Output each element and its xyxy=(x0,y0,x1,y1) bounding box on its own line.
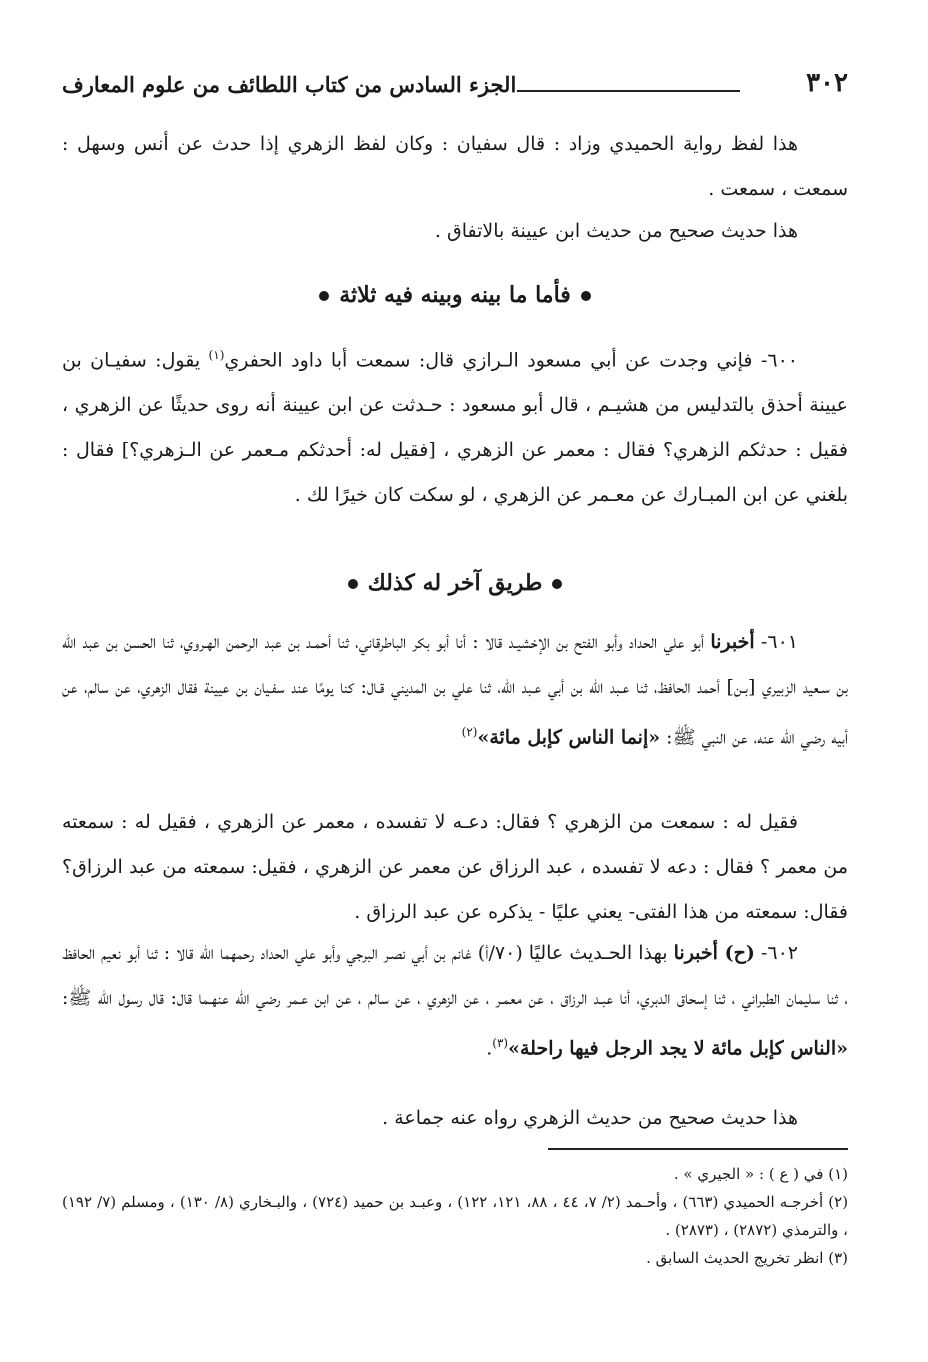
footnote-ref-3: (٣) xyxy=(492,1036,509,1050)
bullet-icon xyxy=(319,291,329,301)
hadith-601-text: أبو علي الحداد وأبو الفتح بن الإخشيـد قالا : أنا أبو بكر الباطرقاني، ثنا أحمـد بن عبد الرحمن الهـروي، ثنا الحسن بن عبد الله بن سـعيد الزبيري [بـن] أحمد الحافظ، ثنا عـبد الله بن أبي عـبد الله، ثنا علي بن المديني قـال: كنا يومًا عند سفـيان بن عيينة فقال الزهري، عن سالم، عن أبيه رضي الله عنه، عن النبي ﷺ: xyxy=(62,631,848,749)
hadith-601 xyxy=(62,620,848,760)
hadith-601-number: ٦٠١- xyxy=(760,631,799,653)
section-heading-text: فأما ما بينه وبينه فيه ثلاثة xyxy=(339,282,571,308)
footnote-ref-1: (١) xyxy=(208,348,225,362)
hadith-602-quote: «الناس كإبل مائة لا يجد الرجل فيها راحلة» xyxy=(508,1037,848,1060)
bullet-icon xyxy=(581,291,591,301)
hadith-602 xyxy=(62,931,848,1071)
running-title: الجزء السادس من كتاب اللطائف من علوم المعارف xyxy=(62,72,517,97)
footnotes xyxy=(62,1160,848,1272)
paragraph-sahih-ibn-uyayna: هذا حديث صحيح من حديث ابن عيينة بالاتفاق . xyxy=(434,220,798,242)
paragraph-final: هذا حديث صحيح من حديث الزهري رواه عنه جماعة . xyxy=(382,1107,798,1129)
running-header xyxy=(62,68,848,108)
hadith-600-rest: يقول: سفيـان بن عيينة أحذق بالتدليس من هشيـم ، قال أبو مسعود : حـدثت عن ابن عيينة أنه روى حديثًا عن الزهري ، فقيل : حدثكم الزهري؟ فقال : معمر عن الزهري ، [فقيل له: أحدثكم مـعمر عن الـزهري؟] فقال : بلغني عن ابن المبـارك عن معـمر عن الزهري ، لو سكت كان خيرًا لك . xyxy=(62,349,848,507)
section-heading-text: طريق آخر له كذلك xyxy=(367,570,543,596)
hadith-601-quote: «إنما الناس كإبل مائة» xyxy=(477,726,661,749)
bullet-icon xyxy=(552,579,562,589)
footnote-ref-2: (٢) xyxy=(461,725,478,739)
hadith-602-lead: (ح) أخبرنا xyxy=(673,942,755,964)
hadith-602-number: ٦٠٢- xyxy=(760,942,798,964)
footnote-rule xyxy=(548,1148,848,1150)
hadith-600-text: ٦٠٠- فإني وجدت عن أبي مسعود الـرازي قال: سمعت أبا داود الحفري xyxy=(224,349,798,372)
bullet-icon xyxy=(348,579,358,589)
section-heading-thalatha xyxy=(62,282,848,308)
section-heading-tariq xyxy=(62,570,848,596)
hadith-600 xyxy=(62,333,848,518)
hadith-601-discussion: فقيل له : سمعت من الزهري ؟ فقال: دعـه لا تفسده ، معمر عن الزهري ، فقيل له : سمعته من معمر ؟ فقال : دعه لا تفسده ، عبد الرزاق عن معمر عن الزهري ، فقيل: سمعته من عبد الرزاق؟ فقال: سمعته من هذا الفتى- يعني عليًا - يذكره عن عبد الرزاق . xyxy=(62,811,848,923)
hadith-602-text: بهذا الحـديث عاليًا (٧٠/أ) غانم بن أبي نصـر البرجي وأبو علي الحداد رحمهما الله قالا : ثنا أبو نعيم الحافظ ، ثنا سليمان الطبراني ، ثنا إسحاق الدبري، أنا عبـد الرزاق ، عن معمـر ، عن الزهري ، عن سالم ، عن ابن عـمر رضي الله عنهـما قال: قال رسول الله ﷺ: xyxy=(62,942,848,1009)
hadith-601-lead: أخبرنا xyxy=(710,631,755,653)
header-rule xyxy=(517,90,740,92)
footnote-1: (١) في ( ع ) : « الجيري » . xyxy=(673,1165,848,1183)
page-number: ٣٠٢ xyxy=(806,68,848,98)
footnote-2: (٢) أخرجـه الحميدي (٦٦٣) ، وأحـمد (٢/ ٧، ٤٤ ، ٨٨، ١٢١، ١٢٢) ، وعبـد بن حميد (٧٢٤) ، والبـخاري (٨/ ١٣٠) ، ومسلم (٧/ ١٩٢) ، والترمذي (٢٨٧٢) ، (٢٨٧٣) . xyxy=(62,1193,849,1239)
footnote-3: (٣) انظر تخريج الحديث السابق . xyxy=(646,1249,848,1267)
hadith-602-end: . xyxy=(486,1037,493,1060)
paragraph-humaydi: هذا لفظ رواية الحميدي وزاد : قال سفيان : وكان لفظ الزهري إذا حدث عن أنس وسهل : سمعت ، سمعت . xyxy=(62,133,848,200)
